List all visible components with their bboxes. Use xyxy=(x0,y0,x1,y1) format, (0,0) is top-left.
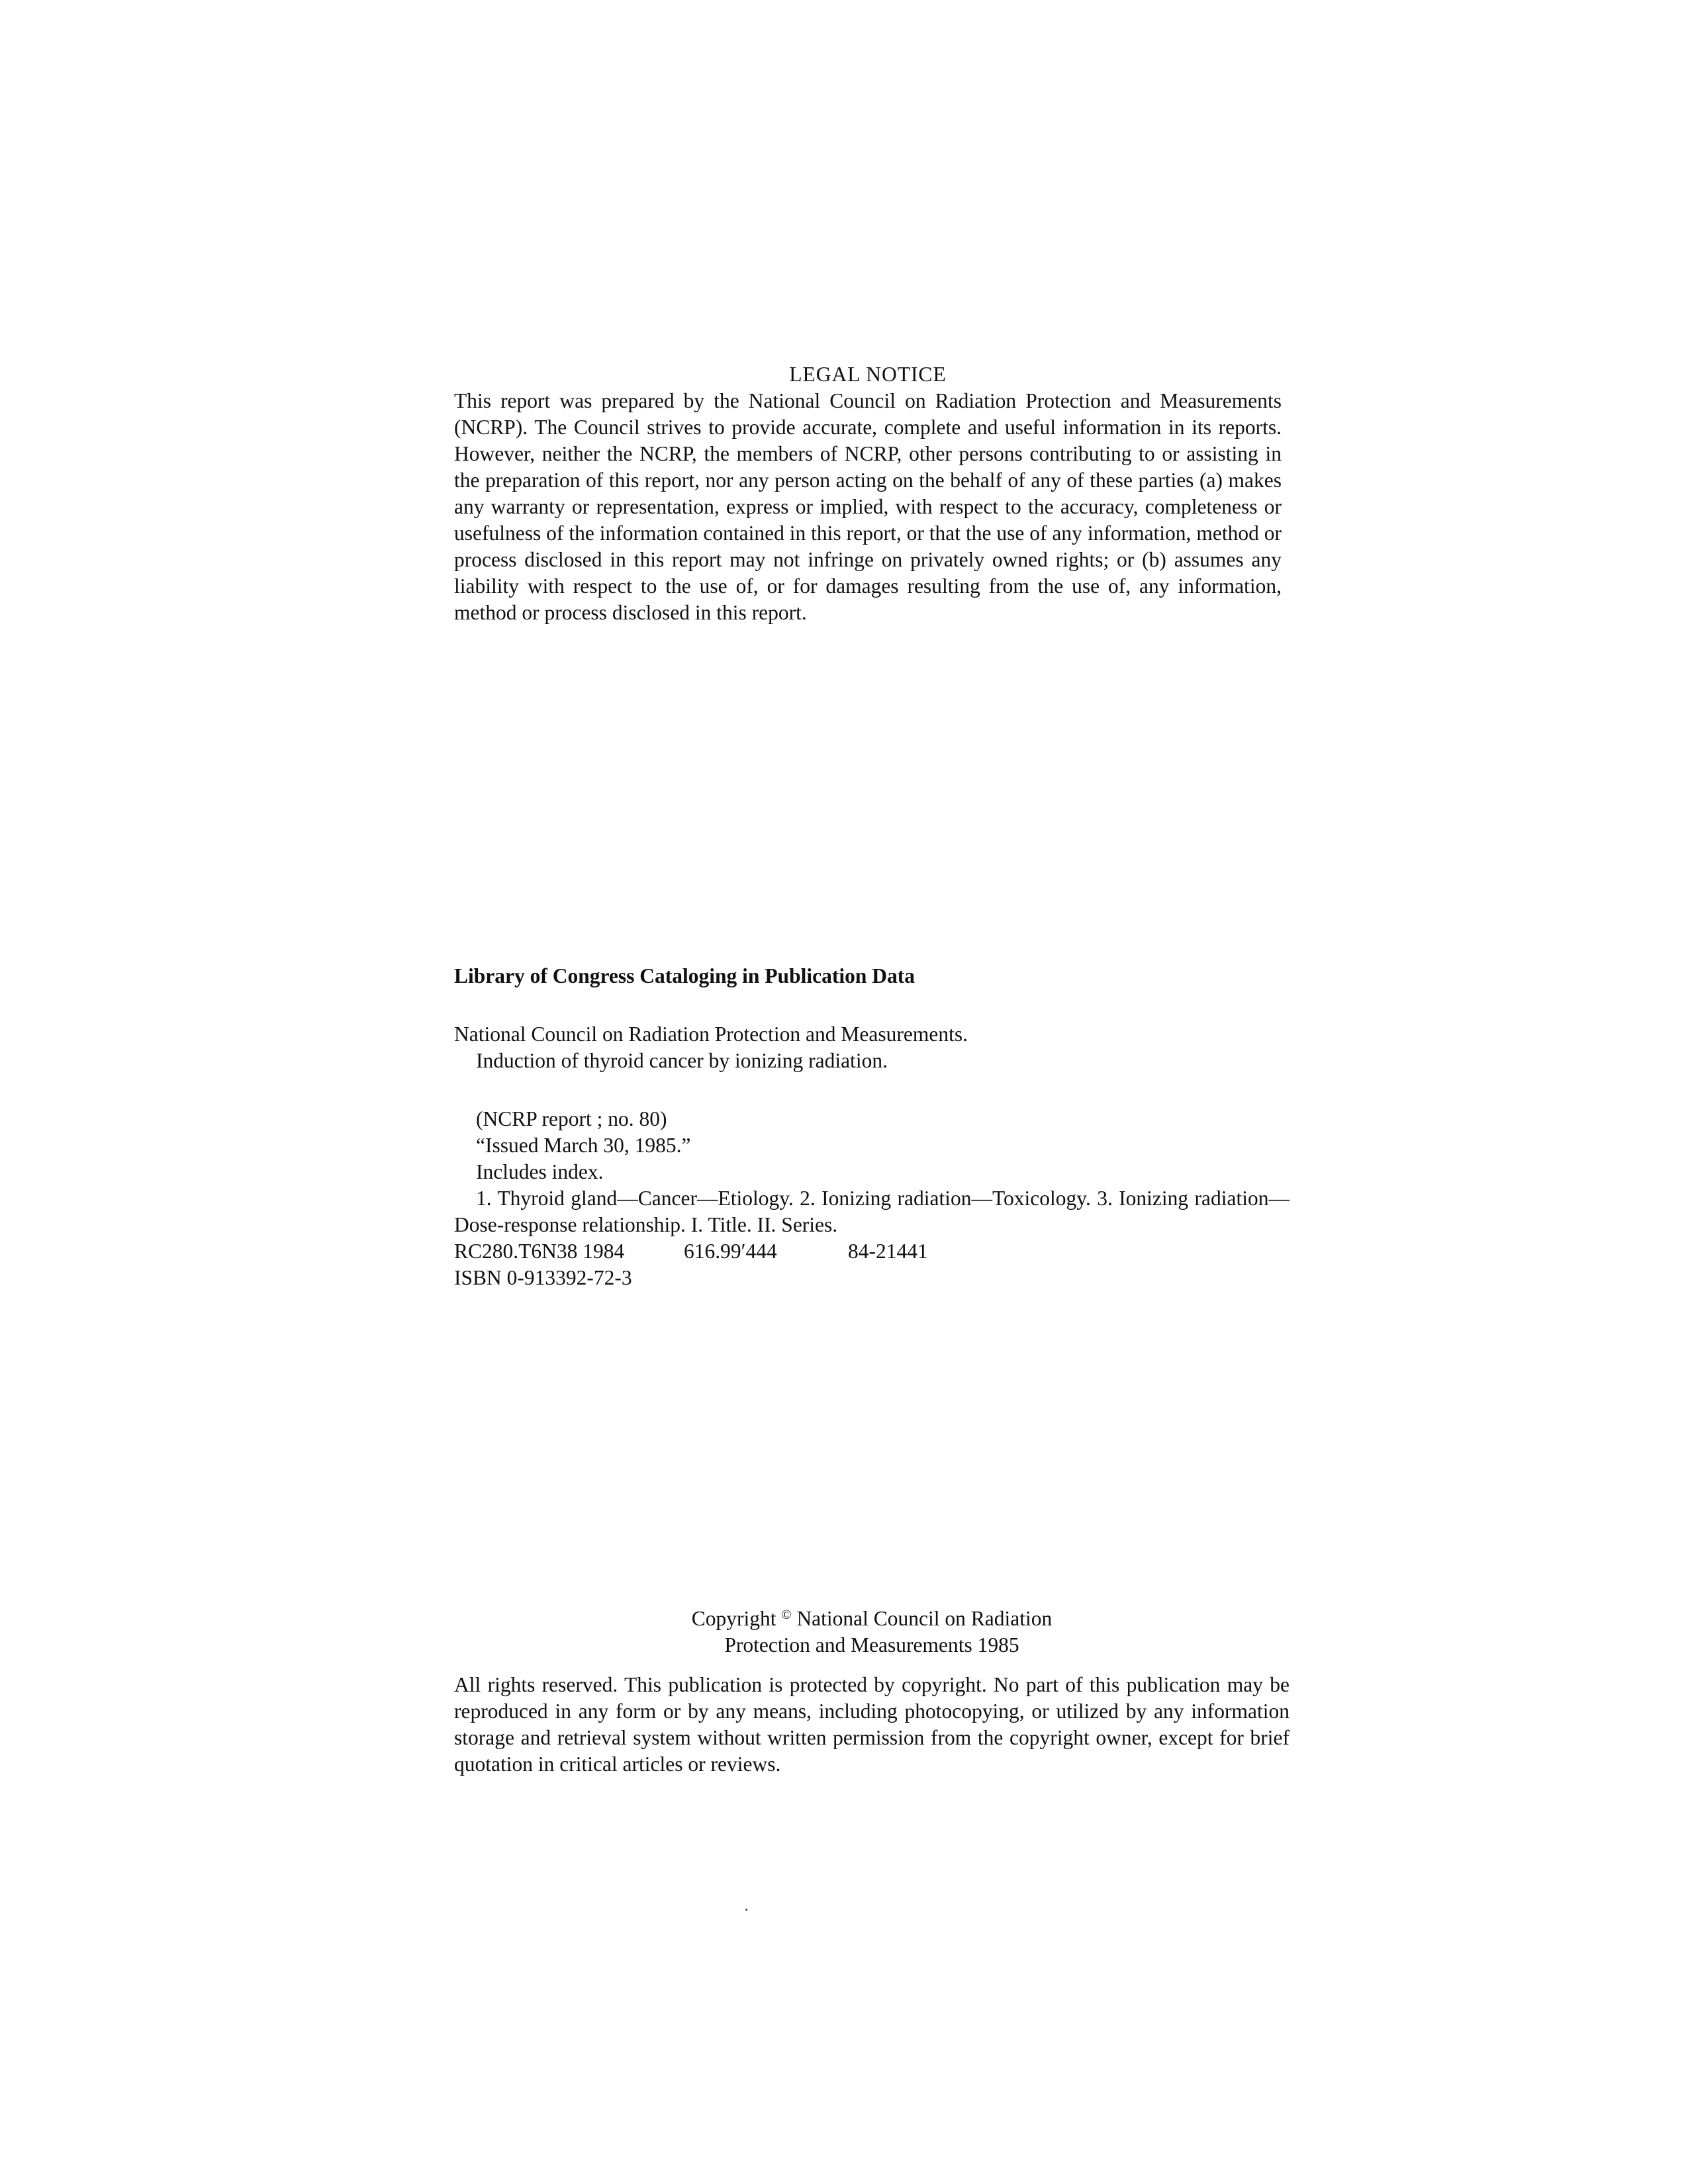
cataloging-subjects: 1. Thyroid gland—Cancer—Etiology. 2. Ionizing radiation—Toxicology. 3. Ionizing radiation—Dose-response relationship. I. Title. II. Series. xyxy=(454,1187,1289,1236)
cataloging-index-note: Includes index. xyxy=(476,1160,604,1183)
copyright-section xyxy=(454,1602,1289,1778)
cataloging-call-numbers xyxy=(454,1238,1289,1265)
copyright-prefix: Copyright xyxy=(691,1607,776,1630)
isbn: ISBN 0-913392-72-3 xyxy=(454,1266,632,1289)
cataloging-issued: “Issued March 30, 1985.” xyxy=(476,1134,691,1157)
cataloging-data xyxy=(454,963,1289,1291)
copyright-body: All rights reserved. This publication is protected by copyright. No part of this publication may be reproduced in any form or by any means, including photocopying, or utilized by any information storage and retrieval system without written permission from the copyright owner, except for brief quotation in critical articles or reviews. xyxy=(454,1673,1289,1776)
dewey-number: 616.99′444 xyxy=(684,1240,777,1263)
spacer xyxy=(454,1074,1289,1106)
copyright-icon: © xyxy=(781,1608,792,1622)
copyright-notice xyxy=(454,1602,1289,1659)
cataloging-title: Induction of thyroid cancer by ionizing radiation. xyxy=(476,1049,888,1072)
legal-notice xyxy=(454,361,1282,626)
copyright-holder-line2: Protection and Measurements 1985 xyxy=(724,1633,1019,1657)
cataloging-heading: Library of Congress Cataloging in Publication Data xyxy=(454,964,915,987)
legal-notice-body: This report was prepared by the National Council on Radiation Protection and Measurements (NCRP). The Council strives to provide accurate, complete and useful information in its reports. However, neither the NCRP, the members of NCRP, other persons contributing to or assisting in the preparation of this report, nor any person acting on the behalf of any of these parties (a) makes any warranty or representation, express or implied, with respect to the accuracy, completeness or usefulness of the information contained in this report, or that the use of any information, method or process disclosed in this report may not infringe on privately owned rights; or (b) assumes any liability with respect to the use of, or for damages resulting from the use of, any information, method or process disclosed in this report. xyxy=(454,389,1282,624)
stray-mark xyxy=(745,1909,747,1911)
legal-notice-title: LEGAL NOTICE xyxy=(789,363,947,386)
lccn-number: 84-21441 xyxy=(848,1240,928,1263)
cataloging-author: National Council on Radiation Protection and Measurements. xyxy=(454,1023,968,1046)
cataloging-series: (NCRP report ; no. 80) xyxy=(476,1107,667,1130)
copyright-holder-line1: National Council on Radiation xyxy=(796,1607,1053,1630)
call-number: RC280.T6N38 1984 xyxy=(454,1240,625,1263)
